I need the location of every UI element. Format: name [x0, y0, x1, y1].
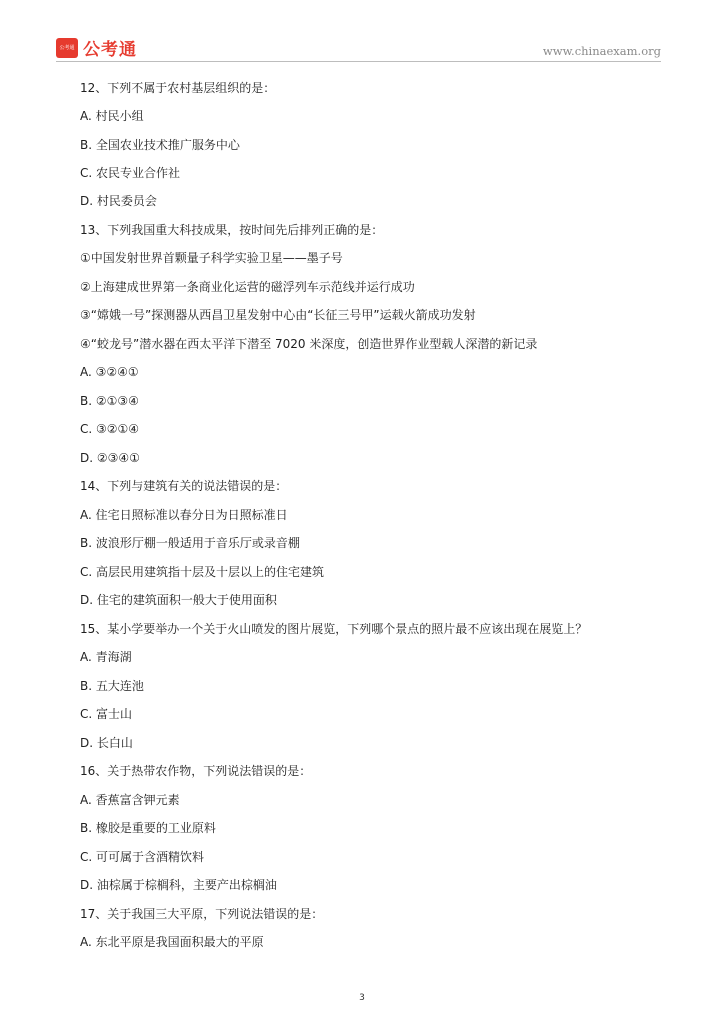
option-13-d: D. ②③④①: [80, 451, 140, 465]
item-13-3: ③“嫦娥一号”探测器从西昌卫星发射中心由“长征三号甲”运载火箭成功发射: [80, 308, 476, 322]
item-13-2: ②上海建成世界第一条商业化运营的磁浮列车示范线并运行成功: [80, 280, 415, 294]
option-14-d: D. 住宅的建筑面积一般大于使用面积: [80, 593, 277, 607]
option-16-a: A. 香蕉富含钾元素: [80, 793, 180, 807]
option-12-a: A. 村民小组: [80, 109, 144, 123]
option-14-b: B. 波浪形厅棚一般适用于音乐厅或录音棚: [80, 536, 300, 550]
item-13-4: ④“蛟龙号”潜水器在西太平洋下潜至 7020 米深度，创造世界作业型载人深潜的新记录: [80, 337, 538, 351]
brand-logo: [56, 35, 137, 60]
question-16: 16、关于热带农作物，下列说法错误的是：: [80, 764, 312, 778]
option-15-b: B. 五大连池: [80, 679, 144, 693]
page-number: 3: [359, 993, 365, 1003]
question-13: 13、下列我国重大科技成果，按时间先后排列正确的是：: [80, 223, 384, 237]
option-16-d: D. 油棕属于棕榈科，主要产出棕榈油: [80, 878, 277, 892]
question-17: 17、关于我国三大平原，下列说法错误的是：: [80, 907, 324, 921]
option-14-c: C. 高层民用建筑指十层及十层以上的住宅建筑: [80, 565, 325, 579]
page-header: [0, 0, 724, 66]
option-17-a: A. 东北平原是我国面积最大的平原: [80, 935, 264, 949]
option-15-a: A. 青海湖: [80, 650, 132, 664]
option-12-c: C. 农民专业合作社: [80, 166, 181, 180]
option-13-c: C. ③②①④: [80, 422, 140, 436]
option-12-d: D. 村民委员会: [80, 194, 157, 208]
logo-badge-icon: 公考通: [56, 38, 78, 58]
question-12: 12、下列不属于农村基层组织的是：: [80, 81, 276, 95]
question-15: 15、某小学要举办一个关于火山喷发的图片展览，下列哪个景点的照片最不应该出现在展览上？: [80, 622, 588, 636]
option-15-c: C. 富士山: [80, 707, 133, 721]
option-15-d: D. 长白山: [80, 736, 133, 750]
option-12-b: B. 全国农业技术推广服务中心: [80, 138, 240, 152]
option-14-a: A. 住宅日照标准以春分日为日照标准日: [80, 508, 288, 522]
option-13-a: A. ③②④①: [80, 365, 139, 379]
option-13-b: B. ②①③④: [80, 394, 139, 408]
option-16-b: B. 橡胶是重要的工业原料: [80, 821, 216, 835]
option-16-c: C. 可可属于含酒精饮料: [80, 850, 205, 864]
logo-text: 公考通: [83, 40, 137, 60]
header-divider: [56, 61, 661, 62]
question-14: 14、下列与建筑有关的说法错误的是：: [80, 479, 288, 493]
item-13-1: ①中国发射世界首颗量子科学实验卫星——墨子号: [80, 251, 343, 265]
site-url: www.chinaexam.org: [542, 44, 661, 58]
